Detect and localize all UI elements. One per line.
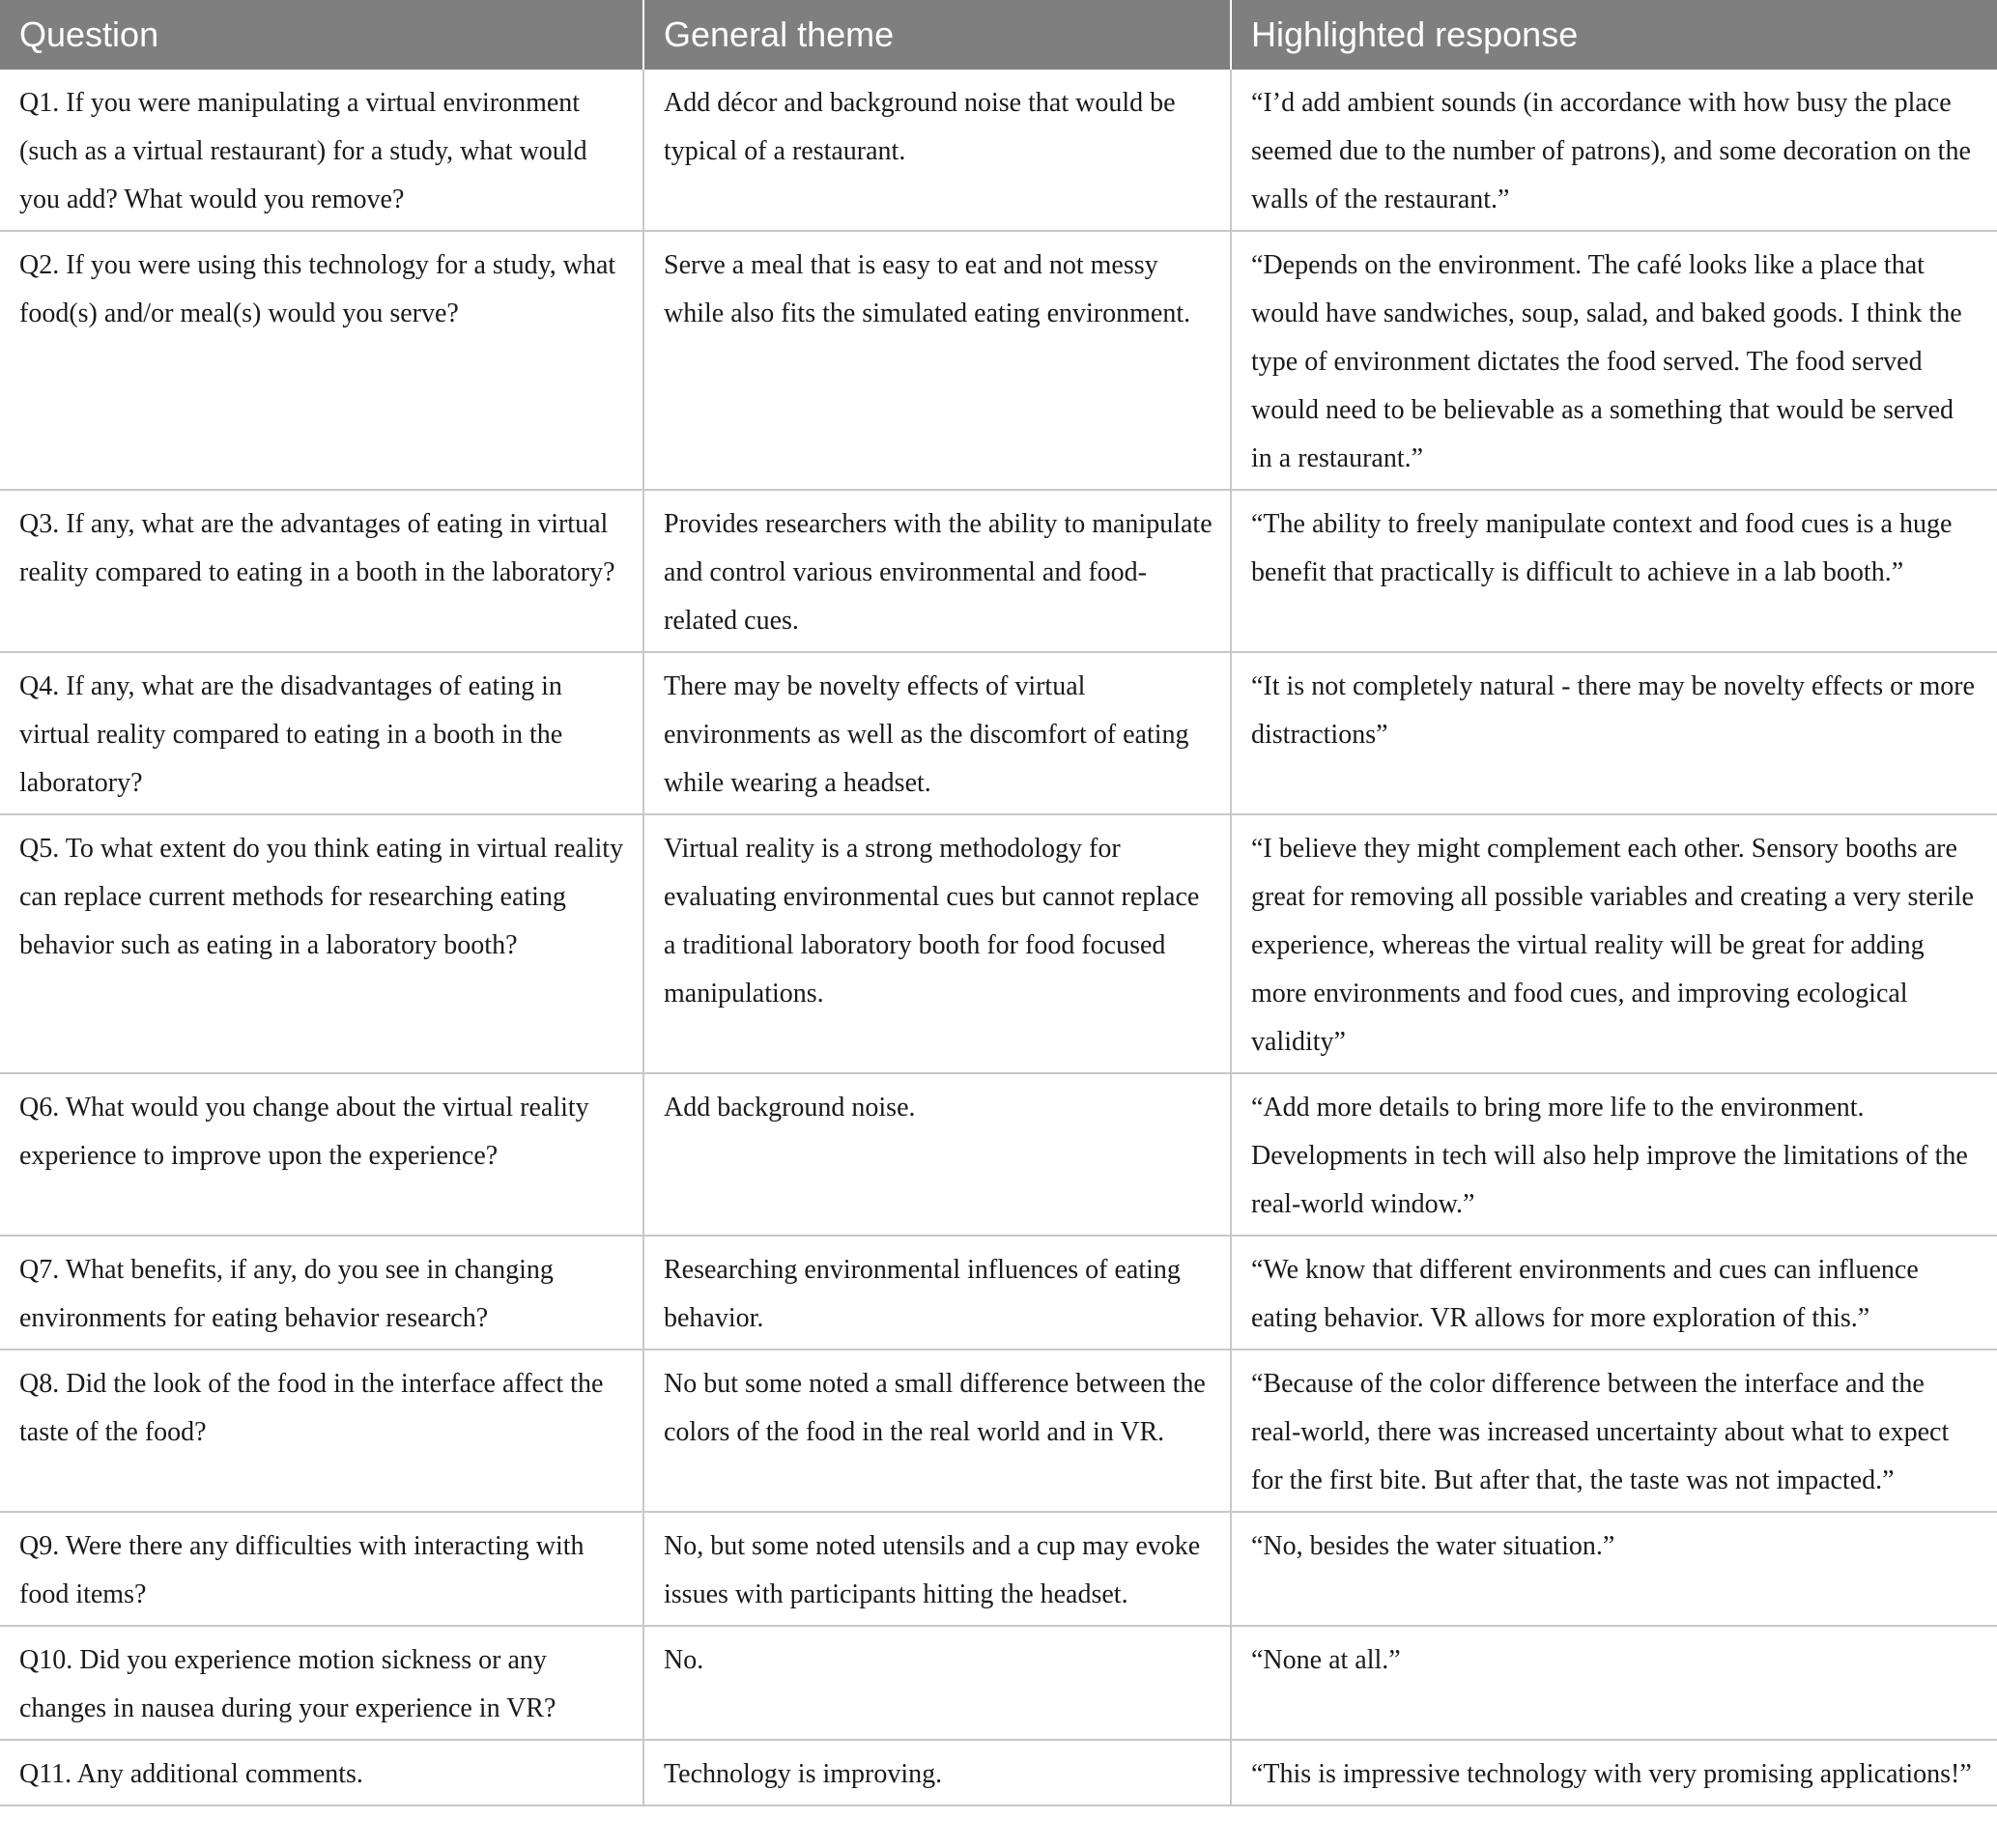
table-row bbox=[0, 490, 1997, 652]
table-header bbox=[0, 0, 1997, 70]
theme-cell: No, but some noted utensils and a cup may evoke issues with participants hitting the headset. bbox=[643, 1512, 1231, 1626]
theme-cell: Researching environmental influences of eating behavior. bbox=[643, 1236, 1231, 1350]
response-cell: “Because of the color difference between the interface and the real-world, there was increased uncertainty about what to expect for the first bite. But after that, the taste was not impacted.” bbox=[1231, 1350, 1997, 1512]
theme-cell: Serve a meal that is easy to eat and not messy while also fits the simulated eating environment. bbox=[643, 231, 1231, 490]
table-row bbox=[0, 231, 1997, 490]
response-cell: “No, besides the water situation.” bbox=[1231, 1512, 1997, 1626]
question-cell: Q9. Were there any difficulties with interacting with food items? bbox=[0, 1512, 643, 1626]
question-cell: Q1. If you were manipulating a virtual environment (such as a virtual restaurant) for a study, what would you add? What would you remove? bbox=[0, 70, 643, 231]
theme-cell: Add background noise. bbox=[643, 1073, 1231, 1236]
response-cell: “It is not completely natural - there may be novelty effects or more distractions” bbox=[1231, 652, 1997, 814]
theme-cell: Virtual reality is a strong methodology for evaluating environmental cues but cannot replace a traditional laboratory booth for food focused manipulations. bbox=[643, 814, 1231, 1073]
header-general-theme: General theme bbox=[643, 0, 1231, 70]
header-row bbox=[0, 0, 1997, 70]
response-cell: “We know that different environments and cues can influence eating behavior. VR allows for more exploration of this.” bbox=[1231, 1236, 1997, 1350]
response-cell: “Add more details to bring more life to the environment. Developments in tech will also help improve the limitations of the real-world window.” bbox=[1231, 1073, 1997, 1236]
table-row bbox=[0, 1740, 1997, 1805]
table-body bbox=[0, 70, 1997, 1805]
question-cell: Q5. To what extent do you think eating in virtual reality can replace current methods for researching eating behavior such as eating in a laboratory booth? bbox=[0, 814, 643, 1073]
response-cell: “I’d add ambient sounds (in accordance with how busy the place seemed due to the number of patrons), and some decoration on the walls of the restaurant.” bbox=[1231, 70, 1997, 231]
response-cell: “I believe they might complement each other. Sensory booths are great for removing all possible variables and creating a very sterile experience, whereas the virtual reality will be great for adding more environments and food cues, and improving ecological validity” bbox=[1231, 814, 1997, 1073]
table-row bbox=[0, 70, 1997, 231]
header-question: Question bbox=[0, 0, 643, 70]
question-cell: Q8. Did the look of the food in the interface affect the taste of the food? bbox=[0, 1350, 643, 1512]
response-cell: “This is impressive technology with very promising applications!” bbox=[1231, 1740, 1997, 1805]
question-cell: Q6. What would you change about the virtual reality experience to improve upon the experience? bbox=[0, 1073, 643, 1236]
response-cell: “Depends on the environment. The café looks like a place that would have sandwiches, soup, salad, and baked goods. I think the type of environment dictates the food served. The food served would need to be believable as a something that would be served in a restaurant.” bbox=[1231, 231, 1997, 490]
header-highlighted-response: Highlighted response bbox=[1231, 0, 1997, 70]
response-cell: “None at all.” bbox=[1231, 1626, 1997, 1740]
theme-cell: Provides researchers with the ability to manipulate and control various environmental and food-related cues. bbox=[643, 490, 1231, 652]
question-cell: Q7. What benefits, if any, do you see in changing environments for eating behavior research? bbox=[0, 1236, 643, 1350]
table-row bbox=[0, 652, 1997, 814]
question-cell: Q3. If any, what are the advantages of eating in virtual reality compared to eating in a booth in the laboratory? bbox=[0, 490, 643, 652]
table-row bbox=[0, 814, 1997, 1073]
question-cell: Q11. Any additional comments. bbox=[0, 1740, 643, 1805]
table-row bbox=[0, 1512, 1997, 1626]
question-cell: Q10. Did you experience motion sickness or any changes in nausea during your experience in VR? bbox=[0, 1626, 643, 1740]
table-row bbox=[0, 1073, 1997, 1236]
theme-cell: No but some noted a small difference between the colors of the food in the real world and in VR. bbox=[643, 1350, 1231, 1512]
theme-cell: There may be novelty effects of virtual environments as well as the discomfort of eating while wearing a headset. bbox=[643, 652, 1231, 814]
table-row bbox=[0, 1350, 1997, 1512]
theme-cell: Add décor and background noise that would be typical of a restaurant. bbox=[643, 70, 1231, 231]
theme-cell: No. bbox=[643, 1626, 1231, 1740]
question-cell: Q2. If you were using this technology for a study, what food(s) and/or meal(s) would you serve? bbox=[0, 231, 643, 490]
question-cell: Q4. If any, what are the disadvantages of eating in virtual reality compared to eating in a booth in the laboratory? bbox=[0, 652, 643, 814]
table-row bbox=[0, 1236, 1997, 1350]
theme-cell: Technology is improving. bbox=[643, 1740, 1231, 1805]
response-cell: “The ability to freely manipulate context and food cues is a huge benefit that practically is difficult to achieve in a lab booth.” bbox=[1231, 490, 1997, 652]
table-row bbox=[0, 1626, 1997, 1740]
